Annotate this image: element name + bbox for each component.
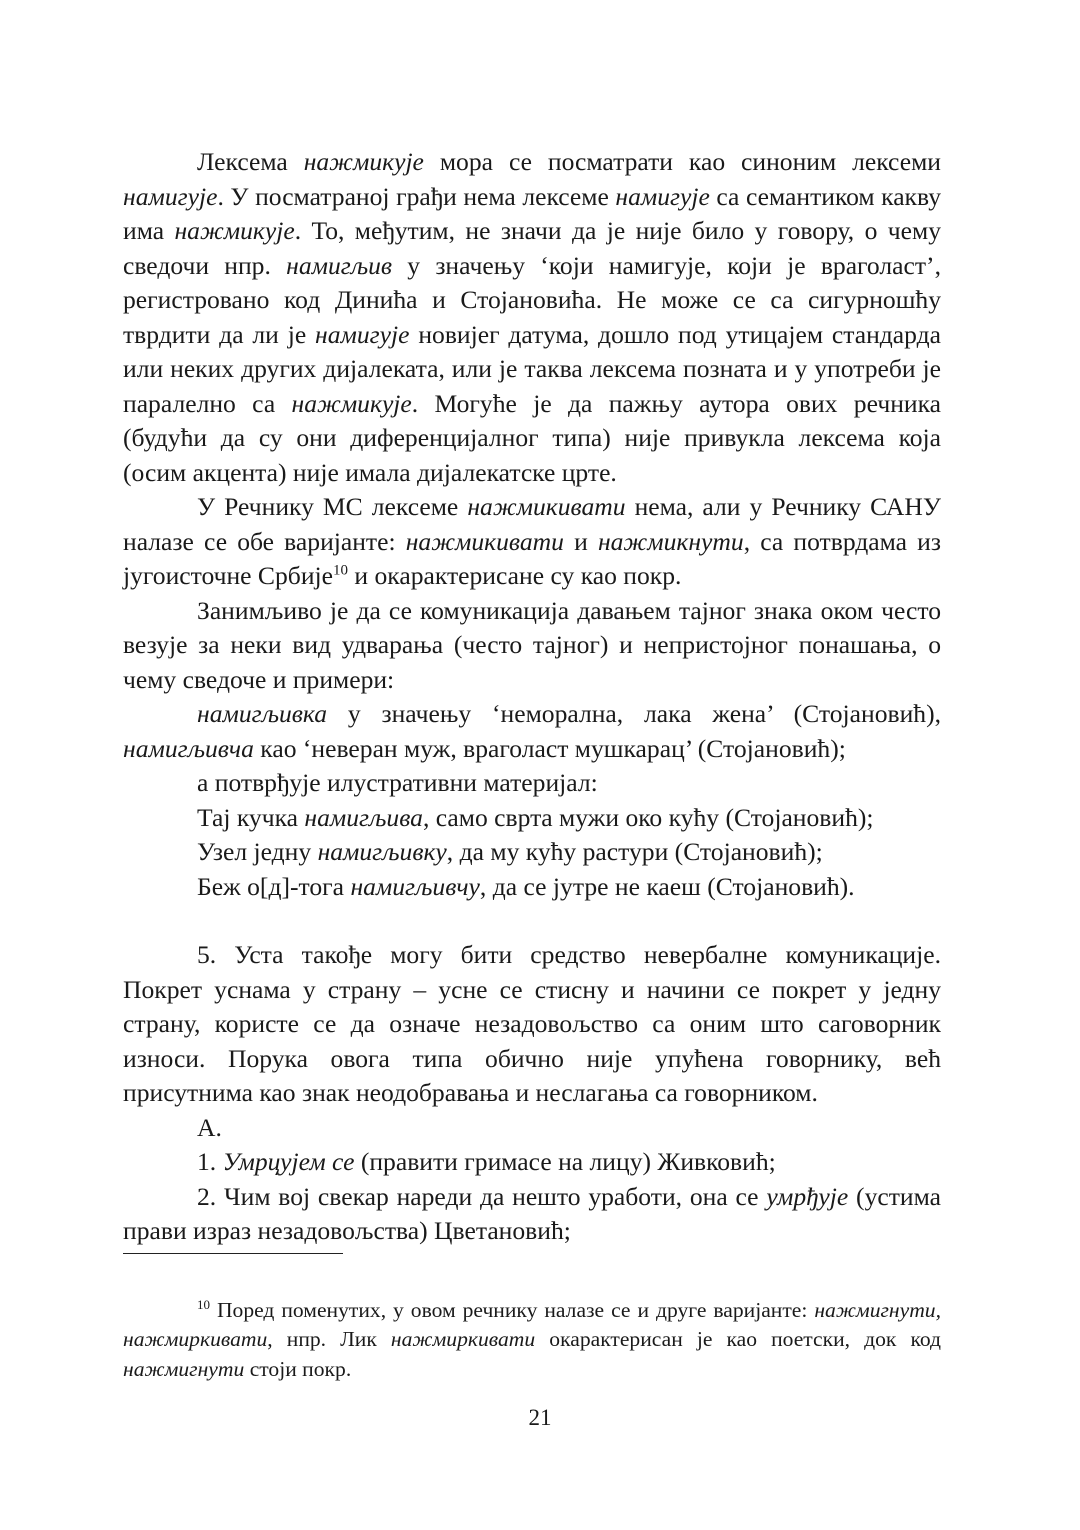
italic-term: намигљива: [304, 802, 423, 832]
section-gap: [123, 904, 941, 938]
text: (устима прави израз незадовољства) Цветановић;: [123, 1181, 941, 1245]
text: као ‘неверан муж, враголаст мушкарац’ (Стојановић);: [253, 733, 846, 763]
text: Лексема: [197, 147, 304, 176]
text: новијег датума, дошло под утицајем стандарда или неких других дијалеката, или је таква лексема позната и у употреби је паралелно са: [123, 319, 941, 418]
text: у значењу ‘који намигује, који је враголаст’, регистровано код Динића и Стојановића. Не може се са сигурношћу тврдити да ли је: [123, 250, 941, 349]
text: у значењу ‘неморална, лака жена’ (Стојановић),: [327, 699, 941, 728]
italic-term: умрђује: [766, 1181, 849, 1211]
italic-term: нажмиркивати: [390, 1327, 536, 1352]
italic-term: намигује: [315, 319, 410, 349]
text: , да се јутре не каеш (Стојановић).: [479, 871, 855, 901]
text: Тај кучка: [197, 802, 305, 832]
text: . Могуће је да пажњу аутора ових речника (будући да су они диференцијалног типа) није привукла лексема која (осим акцента) није имала дијалекатске црте.: [123, 388, 941, 487]
example-1: [123, 801, 941, 836]
italic-term: нажмикује: [303, 147, 424, 176]
paragraph-2: [123, 490, 941, 594]
list-item-1: [123, 1145, 941, 1180]
text: 1.: [197, 1147, 223, 1176]
text: Поред поменутих, у овом речнику налазе се и друге варијанте:: [210, 1297, 815, 1322]
text: , да му кућу растури (Стојановић);: [446, 837, 823, 866]
text: , нпр. Лик: [267, 1327, 391, 1352]
italic-term: нажмикивати: [405, 526, 564, 556]
text: Узел једну: [197, 837, 318, 866]
italic-term: нажмигнути: [123, 1356, 245, 1381]
example-2: [123, 835, 941, 870]
text: , само свртa мужи око кућу (Стојановић);: [422, 802, 874, 832]
text: и: [563, 526, 598, 556]
text: (правити гримасе на лицу) Живковић;: [354, 1147, 776, 1176]
text: стоји покр.: [244, 1356, 352, 1381]
italic-term: нажмикивати: [467, 492, 626, 521]
italic-term: намигљивку: [317, 837, 447, 866]
italic-term: намигљивчу: [350, 871, 480, 901]
italic-term: намигљивча: [123, 733, 254, 763]
paragraph-1: [123, 145, 941, 490]
italic-term: намигљив: [286, 250, 393, 280]
paragraph-4: [123, 697, 941, 766]
footnote: [123, 1296, 941, 1385]
text: Беж о[д]-тога: [197, 871, 351, 901]
text: У Речнику МС лексеме: [197, 492, 468, 521]
paragraph-3: Занимљиво је да се комуникација давањем тајног знака оком често везује за неки вид удварања (често тајног) и непристојног понашања, о чему сведоче и примери:: [123, 595, 941, 694]
text: 2. Чим вој свекар нареди да нешто уработи, она се: [197, 1181, 767, 1211]
text: мора се посматрати као синоним лексеми: [423, 147, 941, 176]
example-3: [123, 870, 941, 905]
list-item-2: [123, 1180, 941, 1249]
section-label: А.: [197, 1112, 222, 1142]
text: . У посматраној грађи нема лексеме: [217, 181, 616, 211]
text: и окарактерисане су као покр.: [348, 561, 682, 590]
text: , са потврдама из југоисточне Србије: [123, 526, 941, 590]
italic-term: намигљивка: [197, 699, 328, 728]
text: окарактерисан је као поетски, док код: [535, 1327, 942, 1352]
paragraph-5: а потврђује илустративни материјал:: [197, 768, 598, 797]
italic-term: намигује: [615, 181, 710, 211]
italic-term: нажмигнути, нажмиркивати: [123, 1297, 941, 1352]
footnote-ref[interactable]: 10: [333, 562, 348, 579]
text: нема, али у Речнику САНУ налазе се обе варијанте:: [123, 492, 941, 556]
text: . То, међутим, не значи да је није било у говору, о чему сведочи нпр.: [123, 216, 941, 280]
text: са семантиком какву има: [123, 181, 941, 245]
footnote-number: 10: [197, 1296, 210, 1312]
italic-term: нажмикује: [174, 216, 295, 245]
footnote-separator: [123, 1253, 343, 1254]
page-number: 21: [528, 1405, 552, 1430]
italic-term: Умрцујем се: [222, 1147, 355, 1176]
italic-term: нажмикнути: [597, 526, 744, 556]
italic-term: нажмикује: [291, 388, 412, 418]
paragraph-6: 5. Уста такође могу бити средство невербалне комуникације. Покрет уснама у страну – усне се стисну и начини се покрет у једну страну, користе се да означе незадовољство са оним што саговорник износи. Порука овога типа обично није упућена говорнику, већ присутнима као знак неодобравања и неслагања са говорником.: [123, 940, 941, 1107]
main-text: [123, 145, 941, 1249]
italic-term: намигује: [123, 181, 218, 211]
